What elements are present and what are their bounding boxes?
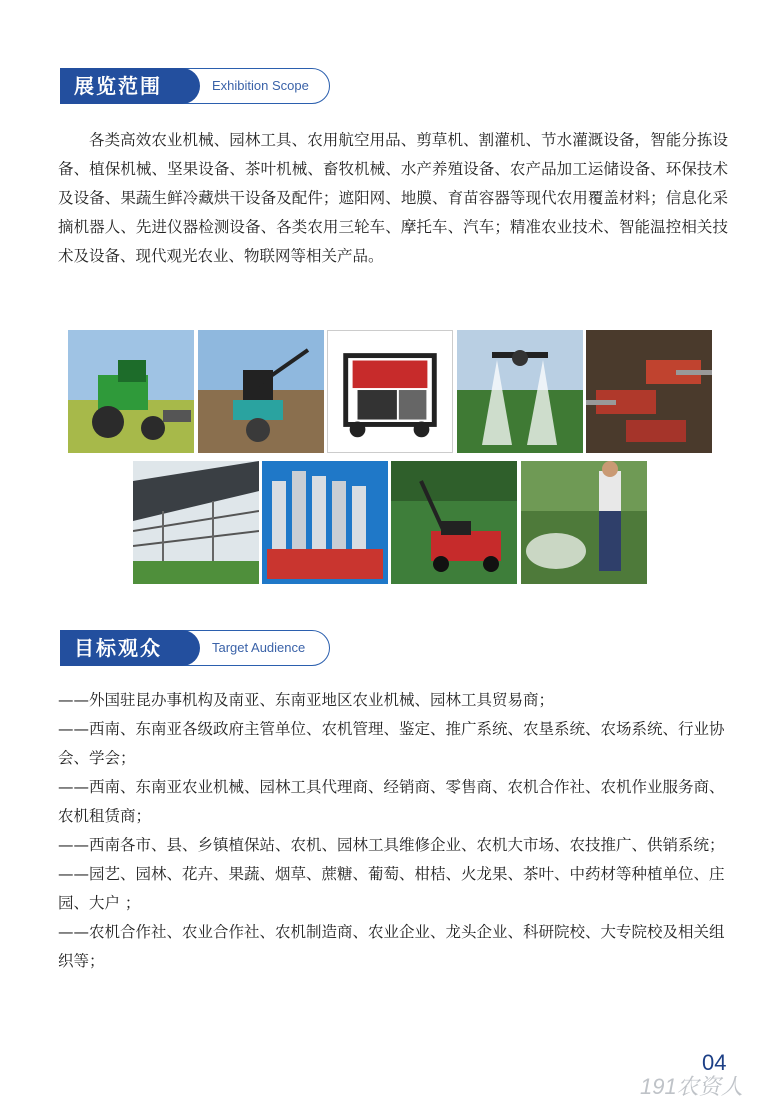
audience-header [60,630,332,668]
audience-item: ——农机合作社、农业合作社、农机制造商、农业企业、龙头企业、科研院校、大专院校及相关组织等； [58,923,725,970]
audience-item: ——西南、东南亚农业机械、园林工具代理商、经销商、零售商、农机合作社、农机作业服务商、农机租赁商； [58,778,725,825]
scope-header [60,68,332,106]
scope-title-en: Exhibition Scope [212,78,309,93]
watermark-logo [640,1070,770,1100]
audience-item: ——外国驻昆办事机构及南亚、东南亚地区农业机械、园林工具贸易商； [58,691,555,709]
photo-water-pumps [262,461,388,584]
page-number: 04 [702,1050,727,1075]
watermark-text: 191农资人 [640,1074,743,1099]
photo-green-tractor [68,330,194,453]
audience-item: ——园艺、园林、花卉、果蔬、烟草、蔗糖、葡萄、柑桔、火龙果、茶叶、中药材等种植单位、庄园、大户 ； [58,865,725,912]
scope-body: 各类高效农业机械、园林工具、农用航空用品、剪草机、割灌机、节水灌溉设备，智能分拣设备、植保机械、坚果设备、茶叶机械、畜牧机械、水产养殖设备、农产品加工运储设备、环保技术及设备、果蔬生鲜冷藏烘干设备及配件；遮阳网、地膜、育苗容器等现代农用覆盖材料；信息化采摘机器人、先进仪器检测设备、各类农用三轮车、摩托车、汽车；精准农业技术、智能温控相关技术及设备、现代观光农业、物联网等相关产品。 [58,131,728,265]
audience-title: 目标观众 [60,630,200,666]
audience-title-en: Target Audience [212,640,306,655]
photo-greenhouse-shade-net [133,461,259,584]
photo-rotary-tiller [198,330,324,453]
photo-lawn-mower [391,461,517,584]
photo-agricultural-drone [457,330,583,453]
audience-list [58,686,728,976]
scope-title: 展览范围 [60,68,200,104]
photo-chainsaws [586,330,712,453]
audience-item: ——西南、东南亚各级政府主管单位、农机管理、鉴定、推广系统、农垦系统、农场系统、行业协会、学会； [58,720,725,767]
photo-diesel-generator [327,330,453,453]
audience-item: ——西南各市、县、乡镇植保站、农机、园林工具维修企业、农机大市场、农技推广、供销系统； [58,836,725,854]
photo-sprayer-worker [521,461,647,584]
